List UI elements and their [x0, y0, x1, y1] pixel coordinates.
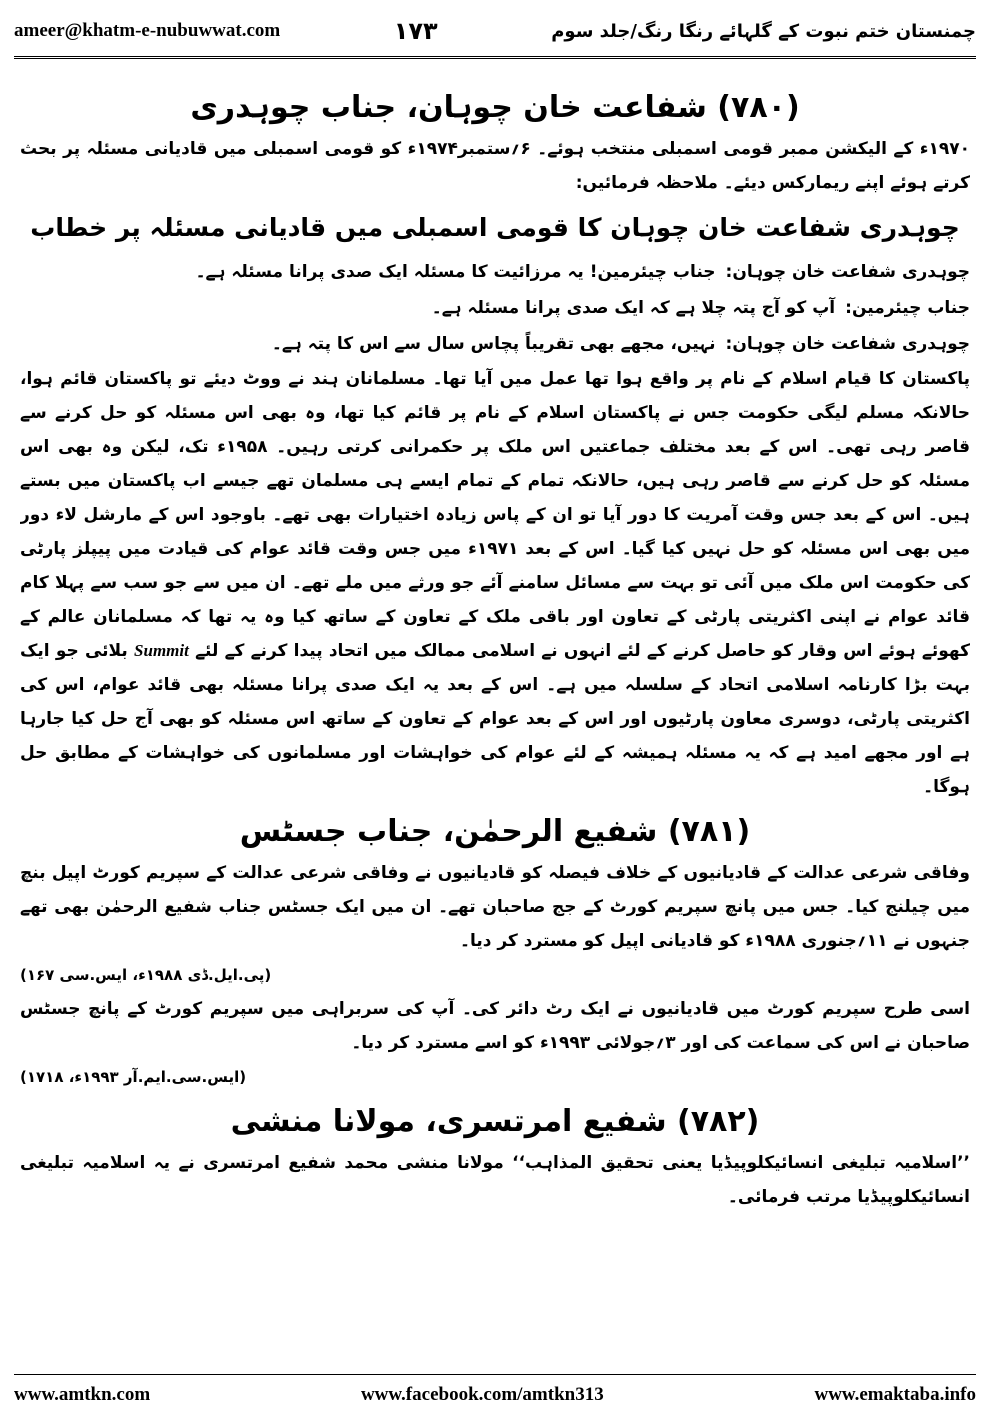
speaker-name: چوہدری شفاعت خان چوہان : — [726, 334, 970, 354]
footer-link-left[interactable]: www.amtkn.com — [14, 1384, 151, 1405]
book-title: چمنستان ختم نبوت کے گلہائے رنگا رنگ/جلد سوم — [551, 20, 976, 42]
footer-link-right[interactable]: www.emaktaba.info — [814, 1384, 976, 1405]
section-paragraph: ’’اسلامیہ تبلیغی انسائیکلوپیڈیا یعنی تحقیق المذاہب‘‘ مولانا منشی محمد شفیع امرتسری نے یہ اسلامیہ تبلیغی انسائیکلوپیڈیا مرتب فرمائی۔ — [20, 1153, 970, 1207]
header-email[interactable]: ameer@khatm-e-nubuwwat.com — [14, 20, 281, 41]
dialogue-text: آپ کو آج پتہ چلا ہے کہ ایک صدی پرانا مسئلہ ہے۔ — [431, 298, 836, 318]
citation: (پی.ایل.ڈی ۱۹۸۸ء، ایس.سی ۱۶۷) — [20, 966, 272, 984]
page-content — [20, 80, 970, 1370]
section-780 — [20, 86, 970, 804]
dialogue-text: نہیں، مجھے بھی تقریباً پچاس سال سے اس کا پتہ ہے۔ — [271, 334, 716, 354]
section-heading: (۷۸۱) شفیع الرحمٰن، جناب جسٹس — [239, 814, 751, 849]
page-footer — [14, 1380, 976, 1410]
dialogue-line — [20, 254, 970, 290]
english-term: Summit — [134, 641, 189, 660]
footer-rule — [14, 1374, 976, 1375]
section-heading: (۷۸۰) شفاعت خان چوہان، جناب چوہدری — [190, 90, 800, 125]
header-rule — [14, 56, 976, 59]
dialogue-line — [20, 326, 970, 362]
page-number: ۱۷۳ — [393, 17, 438, 45]
speaker-name: چوہدری شفاعت خان چوہان : — [726, 262, 970, 282]
speaker-name: جناب چیئرمین : — [845, 298, 970, 318]
section-782 — [20, 1100, 970, 1214]
citation: (ایس.سی.ایم.آر ۱۹۹۳ء، ۱۷۱۸) — [20, 1068, 247, 1086]
dialogue-line — [20, 290, 970, 326]
section-paragraph: وفاقی شرعی عدالت کے قادیانیوں کے خلاف فیصلہ کو قادیانیوں نے وفاقی شرعی عدالت کے سپریم کورٹ اپیل بنچ میں چیلنج کیا۔ جس میں پانچ سپریم کورٹ کے جج صاحبان تھے۔ ان میں ایک جسٹس جناب شفیع الرحمٰن بھی تھے جنہوں نے ۱۱؍جنوری ۱۹۸۸ء کو قادیانی اپیل کو مسترد کر دیا۔ — [20, 863, 970, 951]
footer-link-center[interactable]: www.facebook.com/amtkn313 — [360, 1384, 604, 1405]
section-heading: (۷۸۲) شفیع امرتسری، مولانا منشی — [230, 1104, 760, 1139]
dialogue — [20, 254, 970, 362]
dialogue-text: جناب چیئرمین! یہ مرزائیت کا مسئلہ ایک صدی پرانا مسئلہ ہے۔ — [195, 262, 716, 282]
section-intro: ۱۹۷۰ء کے الیکشن ممبر قومی اسمبلی منتخب ہوئے۔ ۶؍ستمبر۱۹۷۴ء کو قومی اسمبلی میں قادیانی مسئلہ پر بحث کرتے ہوئے اپنے ریمارکس دیئے۔ ملاحظہ فرمائیں: — [20, 139, 970, 193]
section-paragraph: اسی طرح سپریم کورٹ میں قادیانیوں نے ایک رٹ دائر کی۔ آپ کی سربراہی میں سپریم کورٹ کے پانچ جسٹس صاحبان نے اس کی سماعت کی اور ۳؍جولائی ۱۹۹۳ء کو اسے مسترد کر دیا۔ — [20, 999, 970, 1053]
page-header — [14, 14, 976, 48]
section-781 — [20, 810, 970, 1094]
speech-subheading: چوہدری شفاعت خان چوہان کا قومی اسمبلی میں قادیانی مسئلہ پر خطاب — [30, 213, 960, 242]
speech-body — [20, 362, 970, 804]
speech-body-part2: بلائی جو ایک بہت بڑا کارنامہ اسلامی اتحاد کے سلسلہ میں ہے۔ اس کے بعد یہ ایک صدی پرانا مسئلہ بھی قائد عوام، اس کی اکثریتی پارٹی، دوسری معاون پارٹیوں اور اس کے بعد عوام کے تعاون کے ساتھ اس مسئلہ کو بھی آج حل کیا جارہا ہے اور مجھے امید ہے کہ یہ مسئلہ ہمیشہ کے لئے عوام کی خواہشات اور مسلمانوں کی خواہشات کے مطابق حل ہوگا۔ — [20, 641, 970, 797]
speech-body-part1: پاکستان کا قیام اسلام کے نام پر واقع ہوا تھا عمل میں آیا تھا۔ مسلمانان ہند نے ووٹ دیئے تو پاکستان قائم ہوا، حالانکہ مسلم لیگی حکومت جس نے پاکستان اسلام کے نام پر قائم کیا تھا، وہ بھی اس مسئلہ کو حل کرنے سے قاصر رہی تھی۔ اس کے بعد مختلف جماعتیں اس ملک پر حکمرانی کرتی رہیں۔ ۱۹۵۸ء تک، لیکن وہ بھی اس مسئلہ کو حل کرنے سے قاصر رہی ہیں، حالانکہ تمام کے تمام ایسے ہی مسلمان تھے جیسے اب پاکستان میں بستے ہیں۔ اس کے بعد جس وقت آمریت کا دور آیا تو ان کے پاس زیادہ اختیارات بھی تھے۔ باوجود اس کے مارشل لاء دور میں بھی اس مسئلہ کو حل نہیں کیا گیا۔ اس کے بعد ۱۹۷۱ء میں جس وقت قائد عوام کی قیادت میں پیپلز پارٹی کی حکومت اس ملک میں آئی تو بہت سے مسائل سامنے آئے جو ورثے میں ملے تھے۔ ان میں سے جو سب سے پہلا کام قائد عوام نے اپنی اکثریتی پارٹی کے تعاون اور باقی ملک کے تعاون کے ساتھ کیا وہ یہ تھا کہ مسلمانان عالم کے کھوئے ہوئے اس وقار کو حاصل کرنے کے لئے انہوں نے اسلامی ممالک میں اتحاد پیدا کرنے کے لئے — [20, 369, 970, 661]
citation-row — [20, 1060, 970, 1094]
citation-row — [20, 958, 970, 992]
